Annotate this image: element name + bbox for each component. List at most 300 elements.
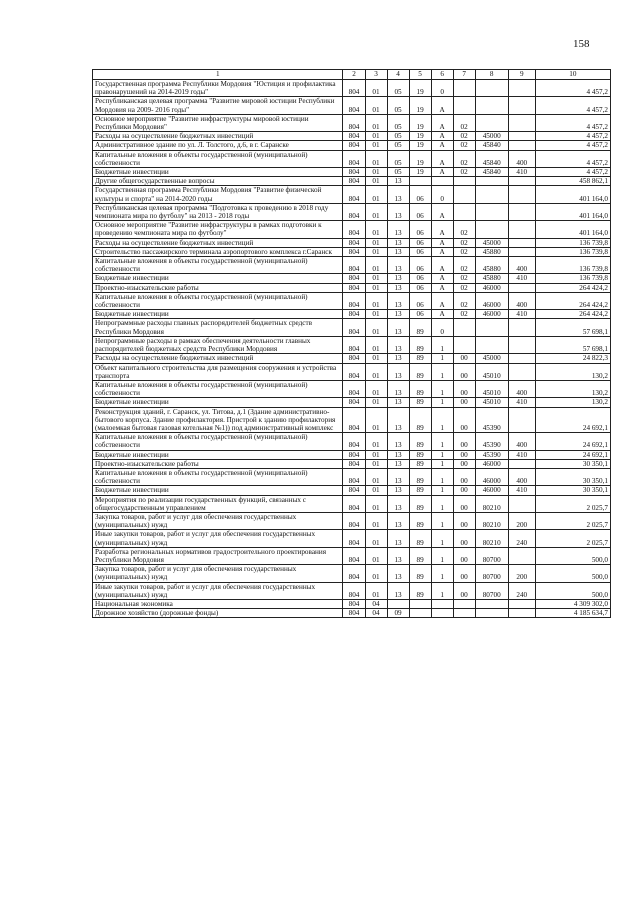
row-code: 804 <box>343 247 365 256</box>
row-code: 00 <box>453 486 475 495</box>
row-amount: 30 350,1 <box>535 459 610 468</box>
row-code: 01 <box>365 398 387 407</box>
row-code: 04 <box>365 599 387 608</box>
row-code <box>508 141 535 150</box>
row-code: 1 <box>431 450 453 459</box>
row-code: 80210 <box>475 495 508 512</box>
row-code <box>409 609 431 618</box>
row-code: 400 <box>508 433 535 450</box>
column-header: 2 <box>343 70 365 80</box>
page-number: 158 <box>573 38 590 50</box>
column-header: 1 <box>93 70 343 80</box>
row-code: 45880 <box>475 274 508 283</box>
row-code: 01 <box>365 363 387 380</box>
row-code: 804 <box>343 459 365 468</box>
table-row <box>93 495 611 512</box>
row-code: 13 <box>387 177 409 186</box>
row-code: 05 <box>387 132 409 141</box>
row-code: 1 <box>431 547 453 564</box>
row-code <box>508 354 535 363</box>
row-code: 804 <box>343 238 365 247</box>
row-code: 45010 <box>475 363 508 380</box>
row-code: 804 <box>343 319 365 336</box>
row-code: А <box>431 132 453 141</box>
row-code: 13 <box>387 433 409 450</box>
row-code: 13 <box>387 468 409 485</box>
row-code: 00 <box>453 398 475 407</box>
row-code: 02 <box>453 132 475 141</box>
row-code <box>453 80 475 97</box>
row-code: 45000 <box>475 132 508 141</box>
row-code: 804 <box>343 283 365 292</box>
row-code: 410 <box>508 450 535 459</box>
row-code: 89 <box>409 407 431 433</box>
row-code <box>409 599 431 608</box>
row-code: 05 <box>387 150 409 167</box>
row-code <box>453 609 475 618</box>
row-code: 00 <box>453 547 475 564</box>
row-code: 80700 <box>475 547 508 564</box>
row-code: А <box>431 203 453 220</box>
table-row <box>93 238 611 247</box>
row-amount: 264 424,2 <box>535 283 610 292</box>
row-label: Капитальные вложения в объекты государственной (муниципальной) собственности <box>93 150 343 167</box>
row-code: 02 <box>453 283 475 292</box>
row-code: 02 <box>453 150 475 167</box>
row-code: 410 <box>508 486 535 495</box>
row-code: 19 <box>409 168 431 177</box>
row-code: 46000 <box>475 310 508 319</box>
table-row <box>93 97 611 114</box>
table-row <box>93 380 611 397</box>
row-code: 1 <box>431 354 453 363</box>
row-code: 410 <box>508 274 535 283</box>
row-code: 19 <box>409 150 431 167</box>
table-row <box>93 336 611 353</box>
row-code <box>508 459 535 468</box>
row-code: 1 <box>431 530 453 547</box>
row-code: 89 <box>409 433 431 450</box>
row-amount: 57 698,1 <box>535 336 610 353</box>
row-code: 804 <box>343 495 365 512</box>
row-code <box>475 177 508 186</box>
row-code: 804 <box>343 168 365 177</box>
row-code: 01 <box>365 257 387 274</box>
row-code: 13 <box>387 363 409 380</box>
row-code: 89 <box>409 450 431 459</box>
row-code: А <box>431 150 453 167</box>
row-code: А <box>431 114 453 131</box>
row-label: Закупка товаров, работ и услуг для обеспечения государственных (муниципальных) нужд <box>93 512 343 529</box>
row-code: 19 <box>409 114 431 131</box>
row-code: 02 <box>453 168 475 177</box>
row-code: 89 <box>409 319 431 336</box>
row-amount: 136 739,8 <box>535 274 610 283</box>
row-code: 804 <box>343 141 365 150</box>
table-row <box>93 168 611 177</box>
row-code: 13 <box>387 380 409 397</box>
row-code: 1 <box>431 459 453 468</box>
row-amount: 136 739,8 <box>535 247 610 256</box>
row-code: 804 <box>343 114 365 131</box>
row-code: 05 <box>387 141 409 150</box>
row-code: 804 <box>343 512 365 529</box>
row-code: 06 <box>409 310 431 319</box>
column-header: 9 <box>508 70 535 80</box>
row-code <box>387 599 409 608</box>
row-label: Бюджетные инвестиции <box>93 486 343 495</box>
row-code: 02 <box>453 274 475 283</box>
row-label: Расходы на осуществление бюджетных инвестиций <box>93 132 343 141</box>
row-code: 13 <box>387 486 409 495</box>
row-code <box>508 238 535 247</box>
row-code: 00 <box>453 495 475 512</box>
row-code: 02 <box>453 238 475 247</box>
table-row <box>93 257 611 274</box>
row-amount: 401 164,0 <box>535 186 610 203</box>
row-amount: 130,2 <box>535 363 610 380</box>
row-code: 06 <box>409 203 431 220</box>
column-header: 8 <box>475 70 508 80</box>
row-code <box>475 336 508 353</box>
table-row <box>93 565 611 582</box>
row-label: Непрограммные расходы главных распорядителей бюджетных средств Республики Мордовия <box>93 319 343 336</box>
row-code: А <box>431 292 453 309</box>
row-amount: 4 457,2 <box>535 150 610 167</box>
table-row <box>93 450 611 459</box>
row-code: 804 <box>343 547 365 564</box>
row-label: Государственная программа Республики Мордовия "Развитие физической культуры и спорта" на 2014-2020 годы <box>93 186 343 203</box>
row-code: 804 <box>343 97 365 114</box>
row-code: 01 <box>365 283 387 292</box>
row-amount: 401 164,0 <box>535 203 610 220</box>
row-amount: 24 692,1 <box>535 407 610 433</box>
row-code: 01 <box>365 150 387 167</box>
row-code <box>475 599 508 608</box>
row-amount: 4 457,2 <box>535 132 610 141</box>
table-row <box>93 177 611 186</box>
row-code: 06 <box>409 283 431 292</box>
row-code: 80210 <box>475 512 508 529</box>
row-code: 400 <box>508 150 535 167</box>
row-label: Бюджетные инвестиции <box>93 450 343 459</box>
row-code: 410 <box>508 310 535 319</box>
table-row <box>93 609 611 618</box>
row-code: 804 <box>343 274 365 283</box>
row-code: 89 <box>409 512 431 529</box>
row-code: 804 <box>343 177 365 186</box>
column-header: 6 <box>431 70 453 80</box>
table-row <box>93 547 611 564</box>
row-code: 13 <box>387 459 409 468</box>
row-amount: 2 025,7 <box>535 495 610 512</box>
row-code: 89 <box>409 363 431 380</box>
row-code: 02 <box>453 292 475 309</box>
row-label: Бюджетные инвестиции <box>93 310 343 319</box>
row-code <box>508 177 535 186</box>
row-code: 13 <box>387 512 409 529</box>
row-label: Основное мероприятие "Развитие инфраструктуры мировой юстиции Республики Мордовия" <box>93 114 343 131</box>
row-code: 45840 <box>475 168 508 177</box>
row-label: Расходы на осуществление бюджетных инвестиций <box>93 238 343 247</box>
row-code: 02 <box>453 257 475 274</box>
row-amount: 401 164,0 <box>535 221 610 238</box>
row-code <box>453 186 475 203</box>
row-label: Капитальные вложения в объекты государственной (муниципальной) собственности <box>93 257 343 274</box>
row-code: 06 <box>409 221 431 238</box>
row-code <box>475 186 508 203</box>
row-code: 200 <box>508 512 535 529</box>
row-code: 00 <box>453 354 475 363</box>
row-label: Проектно-изыскательские работы <box>93 283 343 292</box>
table-row <box>93 599 611 608</box>
row-code: 01 <box>365 177 387 186</box>
row-code <box>508 283 535 292</box>
row-code: 45880 <box>475 257 508 274</box>
row-code: 0 <box>431 319 453 336</box>
row-code: 00 <box>453 459 475 468</box>
row-code: 00 <box>453 433 475 450</box>
row-code: А <box>431 274 453 283</box>
table-row <box>93 319 611 336</box>
row-amount: 130,2 <box>535 398 610 407</box>
row-code: 89 <box>409 468 431 485</box>
row-code: 89 <box>409 530 431 547</box>
row-code: 89 <box>409 495 431 512</box>
row-code: А <box>431 97 453 114</box>
row-code: 01 <box>365 238 387 247</box>
column-header: 5 <box>409 70 431 80</box>
row-code: 804 <box>343 310 365 319</box>
row-code: 46000 <box>475 459 508 468</box>
row-code: А <box>431 310 453 319</box>
row-code: 01 <box>365 495 387 512</box>
row-amount: 130,2 <box>535 380 610 397</box>
row-code <box>508 97 535 114</box>
row-amount: 24 692,1 <box>535 433 610 450</box>
row-code <box>475 80 508 97</box>
row-code: 804 <box>343 433 365 450</box>
row-code: 01 <box>365 582 387 599</box>
row-code: 400 <box>508 468 535 485</box>
row-amount: 24 822,3 <box>535 354 610 363</box>
column-header: 7 <box>453 70 475 80</box>
row-code: 89 <box>409 398 431 407</box>
table-row <box>93 141 611 150</box>
row-code: 410 <box>508 168 535 177</box>
row-code: 00 <box>453 512 475 529</box>
row-code: 13 <box>387 319 409 336</box>
row-code <box>475 203 508 220</box>
row-code: 89 <box>409 565 431 582</box>
row-code: 01 <box>365 292 387 309</box>
row-code: 1 <box>431 565 453 582</box>
row-code <box>508 203 535 220</box>
row-code: 804 <box>343 292 365 309</box>
row-label: Непрограммные расходы в рамках обеспечения деятельности главных распорядителей бюджетных средств Республики Мордовия <box>93 336 343 353</box>
row-code: 804 <box>343 599 365 608</box>
row-code: 804 <box>343 363 365 380</box>
table-row <box>93 486 611 495</box>
row-label: Закупка товаров, работ и услуг для обеспечения государственных (муниципальных) нужд <box>93 565 343 582</box>
table-row <box>93 354 611 363</box>
row-label: Разработка региональных нормативов градостроительного проектирования Республики Мордовия <box>93 547 343 564</box>
row-amount: 4 457,2 <box>535 97 610 114</box>
row-code: 804 <box>343 132 365 141</box>
row-code: 46000 <box>475 468 508 485</box>
row-code: 46000 <box>475 283 508 292</box>
row-code: 804 <box>343 150 365 167</box>
row-code: 1 <box>431 512 453 529</box>
table-row <box>93 80 611 97</box>
row-code: А <box>431 283 453 292</box>
row-label: Основное мероприятие "Развитие инфраструктуры в рамках подготовки к проведению чемпионата мира по футболу" <box>93 221 343 238</box>
row-label: Капитальные вложения в объекты государственной (муниципальной) собственности <box>93 380 343 397</box>
row-code: 45010 <box>475 380 508 397</box>
row-amount: 57 698,1 <box>535 319 610 336</box>
row-code: 13 <box>387 565 409 582</box>
row-code: 01 <box>365 203 387 220</box>
row-code: 05 <box>387 168 409 177</box>
row-code: 13 <box>387 310 409 319</box>
row-code <box>508 363 535 380</box>
row-code: 45390 <box>475 407 508 433</box>
row-code: 804 <box>343 354 365 363</box>
row-code: 13 <box>387 238 409 247</box>
row-code: 02 <box>453 310 475 319</box>
row-code: 804 <box>343 80 365 97</box>
row-code: 01 <box>365 247 387 256</box>
row-label: Бюджетные инвестиции <box>93 168 343 177</box>
row-code: 13 <box>387 221 409 238</box>
row-code: 804 <box>343 486 365 495</box>
row-label: Объект капитального строительства для размещения сооружения и устройства транспорта <box>93 363 343 380</box>
row-code: 804 <box>343 565 365 582</box>
row-code: 01 <box>365 336 387 353</box>
row-amount: 30 350,1 <box>535 468 610 485</box>
row-code: А <box>431 257 453 274</box>
row-code <box>508 599 535 608</box>
row-code: 13 <box>387 450 409 459</box>
column-header: 3 <box>365 70 387 80</box>
table-row <box>93 530 611 547</box>
row-code: 19 <box>409 80 431 97</box>
row-code: 06 <box>409 257 431 274</box>
row-code: 1 <box>431 407 453 433</box>
row-code: 400 <box>508 292 535 309</box>
row-code: 00 <box>453 407 475 433</box>
row-code <box>475 221 508 238</box>
table-row <box>93 132 611 141</box>
row-code <box>508 247 535 256</box>
row-code: 89 <box>409 354 431 363</box>
row-code: 240 <box>508 530 535 547</box>
column-header: 10 <box>535 70 610 80</box>
row-code: 01 <box>365 221 387 238</box>
row-code: 45000 <box>475 354 508 363</box>
row-code: 45880 <box>475 247 508 256</box>
row-code <box>508 547 535 564</box>
row-code: 1 <box>431 363 453 380</box>
row-amount: 500,0 <box>535 547 610 564</box>
row-amount: 24 692,1 <box>535 450 610 459</box>
row-code: 01 <box>365 186 387 203</box>
row-code: 01 <box>365 274 387 283</box>
table-row <box>93 247 611 256</box>
row-code: 200 <box>508 565 535 582</box>
row-code: 01 <box>365 530 387 547</box>
row-code: 01 <box>365 486 387 495</box>
row-code <box>453 177 475 186</box>
row-code: 1 <box>431 336 453 353</box>
row-code: 02 <box>453 247 475 256</box>
row-amount: 4 457,2 <box>535 114 610 131</box>
row-label: Бюджетные инвестиции <box>93 274 343 283</box>
row-label: Республиканская целевая программа "Развитие мировой юстиции Республики Мордовия на 2009- 2016 годы" <box>93 97 343 114</box>
row-code: 06 <box>409 247 431 256</box>
row-code <box>431 609 453 618</box>
row-code: 02 <box>453 114 475 131</box>
row-code: А <box>431 238 453 247</box>
row-code: 89 <box>409 336 431 353</box>
row-code: 13 <box>387 398 409 407</box>
row-code <box>453 599 475 608</box>
row-code: 1 <box>431 398 453 407</box>
row-code: 00 <box>453 565 475 582</box>
row-code <box>508 609 535 618</box>
row-code: 06 <box>409 186 431 203</box>
row-code <box>475 319 508 336</box>
row-code: 804 <box>343 380 365 397</box>
table-row <box>93 582 611 599</box>
row-code: 13 <box>387 283 409 292</box>
row-code: 804 <box>343 407 365 433</box>
table-row <box>93 512 611 529</box>
row-code: 13 <box>387 257 409 274</box>
row-code: 06 <box>409 292 431 309</box>
row-code <box>431 599 453 608</box>
row-code: 13 <box>387 547 409 564</box>
row-code: 05 <box>387 114 409 131</box>
row-code: 06 <box>409 274 431 283</box>
row-label: Мероприятия по реализации государственных функций, связанных с общегосударственным управлением <box>93 495 343 512</box>
budget-table <box>92 69 611 618</box>
row-code: 02 <box>453 141 475 150</box>
row-code: 1 <box>431 468 453 485</box>
row-amount: 4 457,2 <box>535 141 610 150</box>
table-row <box>93 398 611 407</box>
row-code: 804 <box>343 468 365 485</box>
row-code: А <box>431 221 453 238</box>
row-code <box>508 495 535 512</box>
row-code: 804 <box>343 186 365 203</box>
row-code: 45010 <box>475 398 508 407</box>
row-code: 80700 <box>475 582 508 599</box>
row-label: Бюджетные инвестиции <box>93 398 343 407</box>
row-code: 01 <box>365 512 387 529</box>
table-row <box>93 407 611 433</box>
row-amount: 458 862,1 <box>535 177 610 186</box>
row-code <box>453 336 475 353</box>
row-code: 804 <box>343 257 365 274</box>
row-code: 804 <box>343 398 365 407</box>
row-code: 13 <box>387 582 409 599</box>
row-code: 410 <box>508 398 535 407</box>
row-code <box>475 97 508 114</box>
row-code: 0 <box>431 80 453 97</box>
row-label: Национальная экономика <box>93 599 343 608</box>
row-code: 80210 <box>475 530 508 547</box>
